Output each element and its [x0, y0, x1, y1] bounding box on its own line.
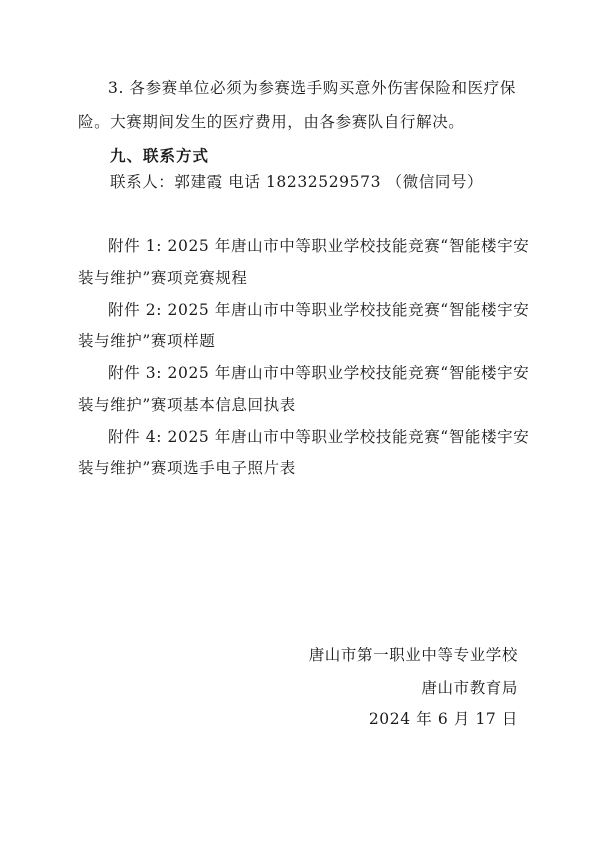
- attachment-4-line-2: 装与维护”赛项选手电子照片表: [78, 459, 296, 477]
- contact-heading: 九、联系方式: [110, 147, 210, 165]
- signature-org-1: 唐山市第一职业中等专业学校: [308, 646, 518, 664]
- attachment-4-line-1: 附件 4: 2025 年唐山市中等职业学校技能竞赛“智能楼宇安: [108, 428, 530, 446]
- attachment-1-line-2: 装与维护”赛项竞赛规程: [78, 269, 248, 287]
- insurance-line-2: 险。大赛期间发生的医疗费用，由各参赛队自行解决。: [78, 113, 465, 131]
- signature-date: 2024 年 6 月 17 日: [368, 710, 518, 728]
- attachment-3-line-1: 附件 3: 2025 年唐山市中等职业学校技能竞赛“智能楼宇安: [108, 364, 530, 382]
- signature-org-2: 唐山市教育局: [421, 679, 518, 697]
- attachment-1-line-1: 附件 1: 2025 年唐山市中等职业学校技能竞赛“智能楼宇安: [108, 237, 530, 255]
- contact-line: 联系人：郭建霞 电话 18232529573 （微信同号）: [110, 173, 484, 191]
- attachment-2-line-1: 附件 2: 2025 年唐山市中等职业学校技能竞赛“智能楼宇安: [108, 301, 530, 319]
- attachment-3-line-2: 装与维护”赛项基本信息回执表: [78, 396, 296, 414]
- attachment-2-line-2: 装与维护”赛项样题: [78, 332, 216, 350]
- insurance-line-1: 3. 各参赛单位必须为参赛选手购买意外伤害保险和医疗保: [108, 79, 516, 97]
